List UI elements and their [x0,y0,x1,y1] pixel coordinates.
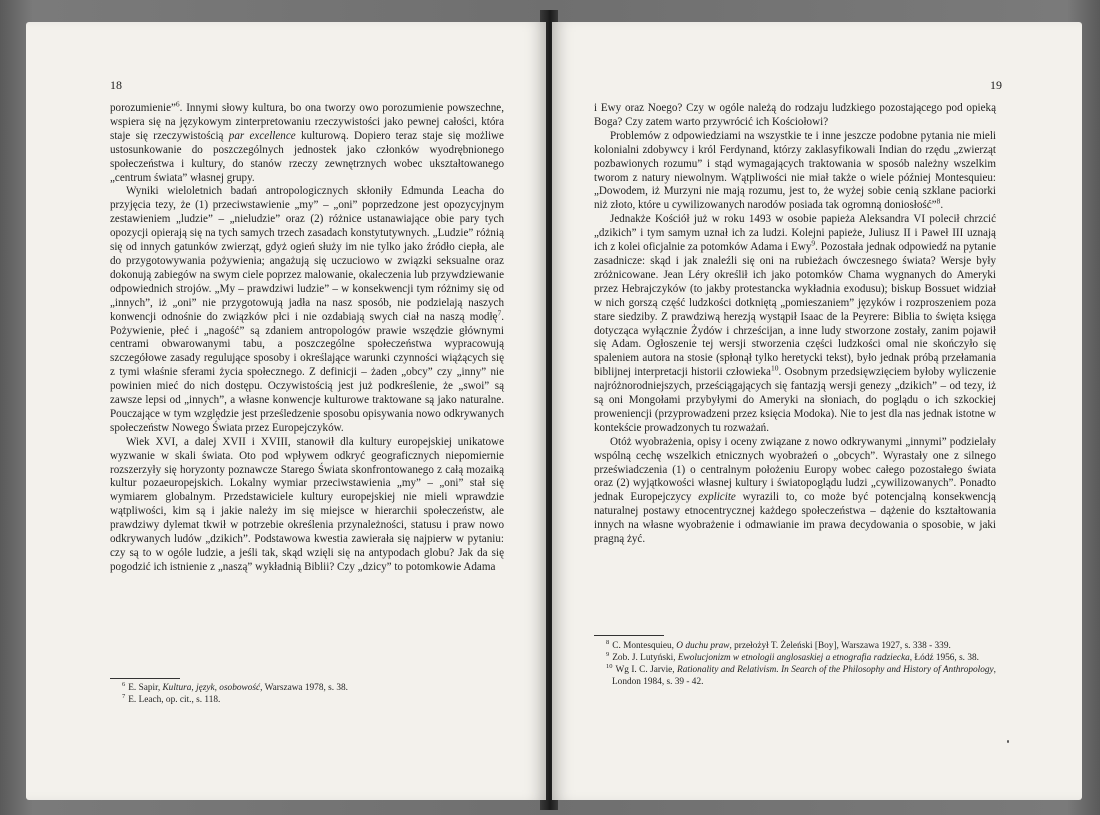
text-run: , Warszawa 1978, s. 38. [260,683,349,693]
paragraph [594,436,996,547]
footnote-mark: 7 [122,692,126,700]
italic-text: explicite [698,491,736,504]
footnote-reference: 7 [497,307,502,317]
left-page-body [110,99,504,575]
text-run: , przełożył T. Żeleński [Boy], Warszawa 1927, s. 338 - 339. [729,641,951,651]
footnote-mark: 9 [606,650,610,658]
text-run: porozumienie” [110,102,176,114]
paragraph [594,102,996,130]
text-run: . Pożywienie, płeć i „nagość” są zdaniem antropologów prawie wszędzie głównymi centrami obwarowanymi tabu, a poszczególne społeczeństwa wypracowują szczegółowe zasady regulujące sposoby i określające warunki czynności wiążących się z tymi właśnie sferami życia społecznego. Z definicji – żaden „obcy” czy „inny” nie powinien mieć do nich dostępu. Oczywistością jest już podkreślenie, że „swoi” są zawsze lepsi od „innych”, a własne konwencje kulturowe traktowane są jako naturalne. Pouczające w tym względzie jest prześledzenie sposobu opisywania nowo odkrywanych społeczeństw Nowego Świata przez Europejczyków. [110,310,504,434]
text-run: wyrazili to, co może być potencjalną konsekwencją naturalnej postawy etnocentrycznej każdego społeczeństwa – dążenie do kształtowania innych na własne wyobrażenie i odmawianie im prawa decydowania o sposobie, w jaki pragną żyć. [594,491,996,546]
footnote-reference: 10 [770,363,779,373]
text-run: E. Sapir, [128,683,163,693]
italic-text: Rationality and Relativism. In Search of the Philosophy and History of Anthropology [677,665,994,675]
text-run: Wiek XVI, a dalej XVII i XVIII, stanowił dla kultury europejskiej unikatowe wyzwanie w skali świata. Oto pod wpływem odkryć geograficznych niepomiernie rozszerzyły się horyzonty poznawcze Starego Świata skonfrontowanego z całą mozaiką kultur pozaeuropejskich. Lokalny wymiar przeciwstawienia „my” – „oni” stał się wymiarem globalnym. Przedstawiciele kultury europejskiej nie mieli wprawdzie wątpliwości, kim są i jakie należy im się miejsce w hierarchii społeczeństw, ale prawdziwy dylemat tkwił w potrzebie określenia przynależności, statusu i praw nowo odkrywanych ludów „dzikich”. Podstawowa kwestia zawierała się najpierw w pytaniu: czy są to w ogóle ludzie, a jeśli tak, skąd wzięli się na antypodach globu? Jak da się pogodzić ich istnienie z „naszą” wykładnią Biblii? Czy „dzicy” to potomkowie Adama [110,435,504,573]
footnote-reference: 6 [175,99,180,109]
text-run: , Łódź 1956, s. 38. [909,653,979,663]
text-run: Otóż wyobrażenia, opisy i oceny związane z nowo odkrywanymi „innymi” podzielały wspólną cechę wszelkich etnicznych wyobrażeń o „obcych”. Wyrastały one z silnego przeświadczenia (1) o centralnym położeniu Europy wobec całego pozostałego świata oraz (2) wyjątkowości własnej kultury i światopoglądu ludzi „cywilizowanych”. Ponadto jednak Europejczycy [594,435,996,504]
text-run: . Osobnym przedsięwzięciem byłoby wyliczenie najróżnorodniejszych, prześciągających się fantazją wersji genezy „dzikich” – od tezy, iż są oni Mongołami przybyłymi do Ameryki na słoniach, do poglądu o ich szkockiej proweniencji (przyprowadzeni przez księcia Modoka). Nie to jest dla nas jednak istotne w kontekście prowadzonych tu rozważań. [594,366,996,434]
text-run: Wyniki wieloletnich badań antropologicznych skłoniły Edmunda Leacha do przyjęcia tezy, że (1) przeciwstawienie „my” – „oni” poprzedzone jest opozycyjnym zestawieniem „ludzie” – „nieludzie” oraz (2) różnice ustanawiające obie pary tych opozycji opierają się na tych samych trzech zasadach konstytutywnych. „Ludzie” różnią się od innych gatunków zwierząt, gdyż ogień służy im nie tylko jako źródło ciepła, ale do przygotowywania pożywienia; angażują się uczuciowo w związki seksualne oraz dokonują zabiegów na swym ciele poprzez malowanie, okaleczenia lub przywdziewanie odpowiednich strojów. „My – prawdziwi ludzie” – w konsekwencji tym różnimy się od „innych”, iż „oni” nie przygotowują jadła na nasz sposób, nie podzielają naszych konwencji odnośnie do związków płci i nie ozdabiają swych ciał na naszą modłę [110,185,504,323]
paragraph [110,185,504,435]
right-page-footnotes [594,640,996,688]
text-run: Jednakże Kościół już w roku 1493 w osobie papieża Aleksandra VI polecił chrzcić „dzikich” i tym samym uznał ich za ludzi. Kolejni papieże, Juliusz II i Paweł III uznają ich z kolei oficjalnie za potomków Adama i Ewy [594,213,996,254]
text-run: kulturową. Dopiero teraz staje się możliwe ustosunkowanie do poszczególnych jednostek jako członków wyodrębnionego społeczeństwa i kultury, do stanów rzeczy zewnętrznych wobec ukształtowanego „centrum świata” własnej grupy. [110,129,504,184]
text-run: . Innymi słowy kultura, bo ona tworzy owo porozumienie powszechne, wspiera się na językowym zinterpretowaniu rzeczywistości jako pewnej całości, która staje się rzeczywistością [110,102,504,142]
footnote-reference: 8 [936,196,941,206]
paragraph [594,213,996,436]
right-page [552,22,1082,800]
scan-speck [1007,740,1009,743]
text-run: . Pozostała jednak odpowiedź na pytanie zasadnicze: skąd i jak znaleźli się oni na rubieżach ówczesnego świata? Wersje były zróżnicowane. Jean Léry określił ich jako potomków Chama wygnanych do Ameryki przez Hebrajczyków (to jakby protestancka wykładnia exodusu); biskup Bossuet widział w nich gorszą część ludzkości dotkniętą „pomieszaniem” języków i rozproszeniem poza stare siedziby. Z prawdziwą herezją wystąpił Isaac de la Peyrere: Biblia to święta księga dotycząca wyłącznie Żydów i chrześcijan, a inne ludy stworzone zostały, zanim pojawił się Adam. Ogłoszenie tej wersji stworzenia części ludzkości omal nie skończyło się spaleniem autora na stosie (spłonął tylko heretycki tekst), było jednak próbą przełamania biblijnej interpretacji historii człowieka [594,241,996,379]
footnote-mark: 8 [606,638,610,646]
left-page [26,22,546,800]
text-run: Problemów z odpowiedziami na wszystkie te i inne jeszcze podobne pytania nie mieli kolonialni zdobywcy i król Ferdynand, którzy zaklasyfikowali Indian do rzędu „zwierząt pozbawionych rozumu” i stąd wymagających traktowania w sposób należny wszelkim tworom z natury niewolnym. Wątpliwości nie miał także o wiele później Montesquieu: „Dowodem, iż Murzyni nie mają rozumu, jest to, że wyżej sobie cenią szklane paciorki niż złoto, które u cywilizowanych narodów posiada tak ogromną doniosłość” [594,129,996,212]
page-number-right: 19 [990,78,1002,92]
footnote-mark: 10 [606,662,613,670]
footnote [594,664,996,688]
footnote-mark: 6 [122,680,126,688]
footnote-rule-left [110,678,180,679]
text-run: E. Leach, op. cit., s. 118. [128,695,221,705]
paragraph [594,130,996,213]
footnote [594,652,996,664]
italic-text: Ewolucjonizm w etnologii anglosaskiej a etnografia radziecka [677,653,910,663]
paragraph [110,99,504,185]
footnote-reference: 9 [811,238,816,248]
italic-text: O duchu praw [676,641,730,651]
text-run: C. Montesquieu, [612,641,677,651]
left-page-footnotes [110,682,504,706]
text-run: . [940,199,944,212]
right-page-body [594,102,996,547]
text-run: i Ewy oraz Noego? Czy w ogóle należą do rodzaju ludzkiego pozostającego pod opieką Boga? Czy zatem warto przywrócić ich Kościołowi? [594,102,996,128]
italic-text: Kultura, język, osobowość [162,683,261,693]
text-run: Wg I. C. Jarvie, [615,665,678,675]
footnote [110,694,504,706]
text-run: Zob. J. Lutyński, [612,653,678,663]
footnote-rule-right [594,635,664,636]
page-number-left: 18 [110,78,122,92]
text-run: , London 1984, s. 39 - 42. [612,665,996,687]
footnote [110,682,504,694]
italic-text: par excellence [228,129,296,142]
paragraph [110,436,504,575]
footnote [594,640,996,652]
